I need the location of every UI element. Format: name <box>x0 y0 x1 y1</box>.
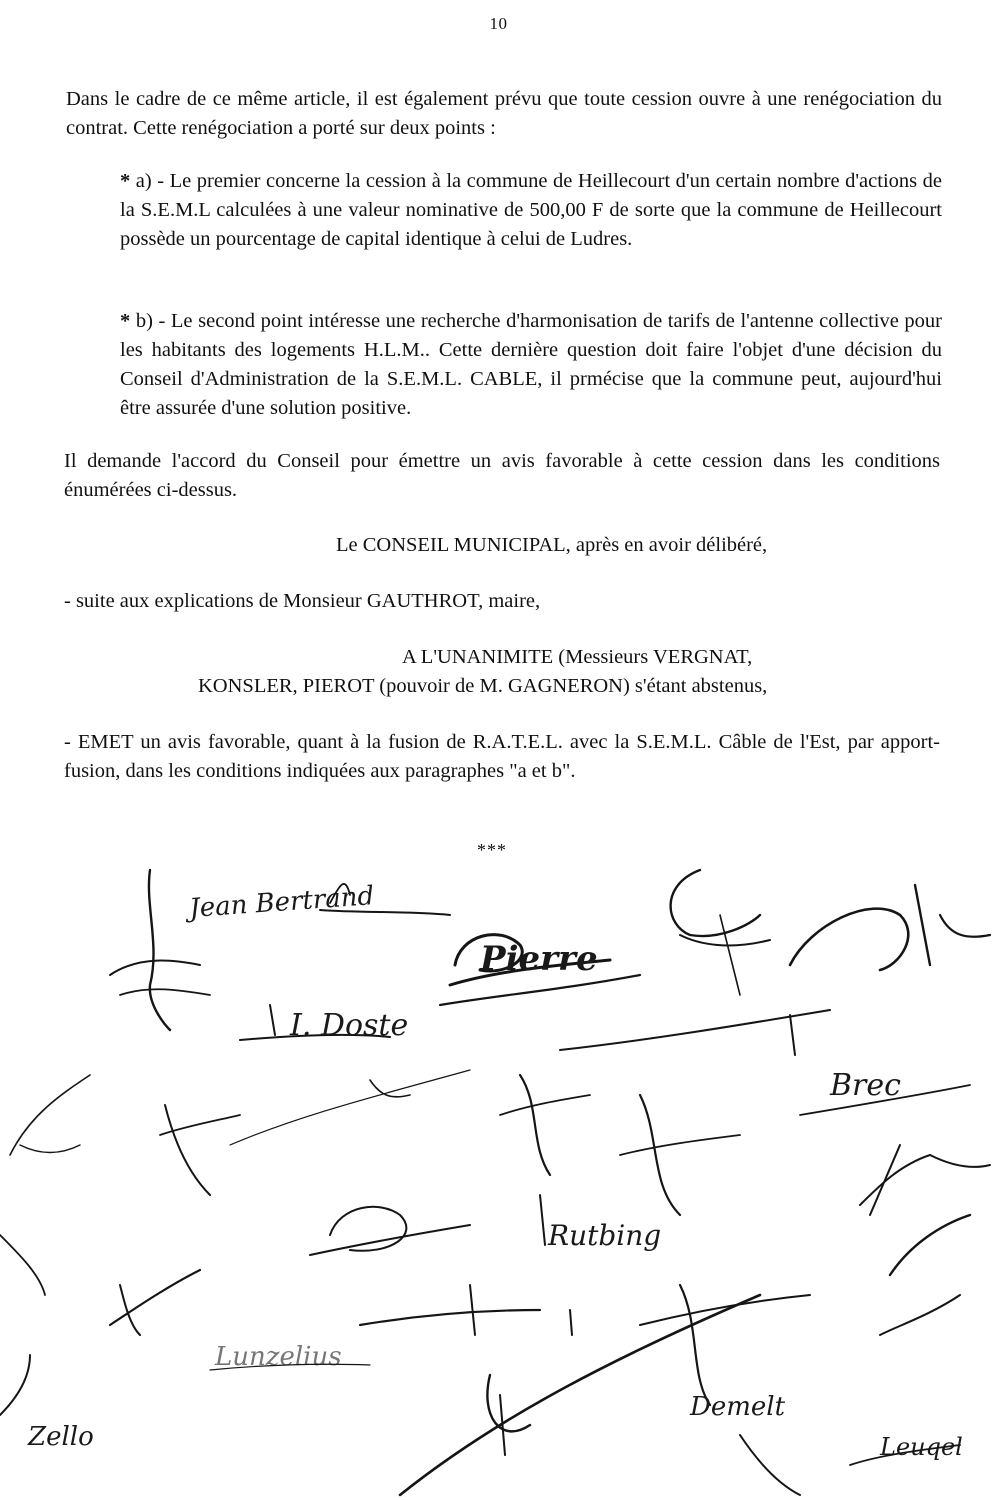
signature-5 <box>240 1005 408 1043</box>
signature-7 <box>10 1075 90 1155</box>
emet-paragraph: - EMET un avis favorable, quant à la fusion de R.A.T.E.L. avec la S.E.M.L. Câble de l'Est, par apport-fusion, dans les conditions indiquées aux paragraphes "a et b". <box>64 731 940 782</box>
signature-4 <box>790 885 990 970</box>
signature-15 <box>860 1145 990 1215</box>
point-b-text: b) - Le second point intéresse une recherche d'harmonisation de tarifs de l'antenne collective pour les habitants des logements H.L.M.. Cette dernière question doit faire l'objet d'une décision du Conseil d'Administration de la S.E.M.L. CABLE, il prmécise que la commune peut, aujourd'hui être assurée d'une solution positive. <box>120 310 943 419</box>
signature-5-name: I. Doste <box>290 1008 409 1043</box>
point-a-paragraph <box>120 167 942 254</box>
conseil-line: Le CONSEIL MUNICIPAL, après en avoir délibéré, <box>336 534 768 556</box>
signature-25 <box>850 1433 963 1465</box>
intro-paragraph: Dans le cadre de ce même article, il est également prévu que toute cession ouvre à une renégociation du contrat. Cette renégociation a porté sur deux points : <box>66 88 942 139</box>
signature-13 <box>310 1207 470 1255</box>
signature-14-name: Rutbing <box>548 1219 662 1252</box>
signature-20-name: Lunzelius <box>215 1342 342 1372</box>
signature-16 <box>0 1235 200 1335</box>
signature-18 <box>640 1285 810 1405</box>
signature-2 <box>440 935 640 1005</box>
bullet-star-icon: * <box>120 170 131 192</box>
signature-6 <box>560 1010 830 1055</box>
signature-23 <box>689 1392 800 1495</box>
unanimite-line-1: A L'UNANIMITE (Messieurs VERGNAT, <box>402 646 753 668</box>
suite-line: - suite aux explications de Monsieur GAUTHROT, maire, <box>64 590 541 612</box>
signature-1 <box>110 870 450 1030</box>
point-b-paragraph <box>120 307 942 423</box>
signature-2-name: Pierre <box>480 939 598 979</box>
signature-3 <box>671 870 770 995</box>
page-number: 10 <box>489 14 508 33</box>
signature-19 <box>880 1215 970 1335</box>
signature-1-name: Jean Bertrand <box>188 881 376 924</box>
signature-10 <box>500 1075 590 1175</box>
signature-9 <box>230 1070 470 1145</box>
signature-14 <box>540 1195 661 1252</box>
signature-17 <box>360 1285 572 1335</box>
signature-20 <box>210 1342 370 1372</box>
signature-25-name: Leuqel <box>880 1433 963 1461</box>
signature-24-name: Zello <box>28 1422 94 1452</box>
signature-23-name: Demelt <box>690 1392 786 1422</box>
signature-22 <box>487 1375 530 1455</box>
signature-24 <box>0 1355 94 1452</box>
signature-11 <box>620 1095 740 1215</box>
signatures-block <box>0 855 997 1500</box>
bullet-star-icon: * <box>120 310 131 332</box>
signature-12 <box>800 1068 970 1115</box>
signature-8 <box>160 1105 240 1195</box>
unanimite-line-2: KONSLER, PIEROT (pouvoir de M. GAGNERON) s'étant abstenus, <box>198 675 768 697</box>
request-paragraph: Il demande l'accord du Conseil pour émettre un avis favorable à cette cession dans les conditions énumérées ci-dessus. <box>64 450 940 501</box>
signature-12-name: Brec <box>830 1068 901 1103</box>
point-a-text: a) - Le premier concerne la cession à la commune de Heillecourt d'un certain nombre d'actions de la S.E.M.L calculées à une valeur nominative de 500,00 F de sorte que la commune de Heillecourt possède un pourcentage de capital identique à celui de Ludres. <box>120 170 942 250</box>
separator-stars: *** <box>477 840 507 860</box>
